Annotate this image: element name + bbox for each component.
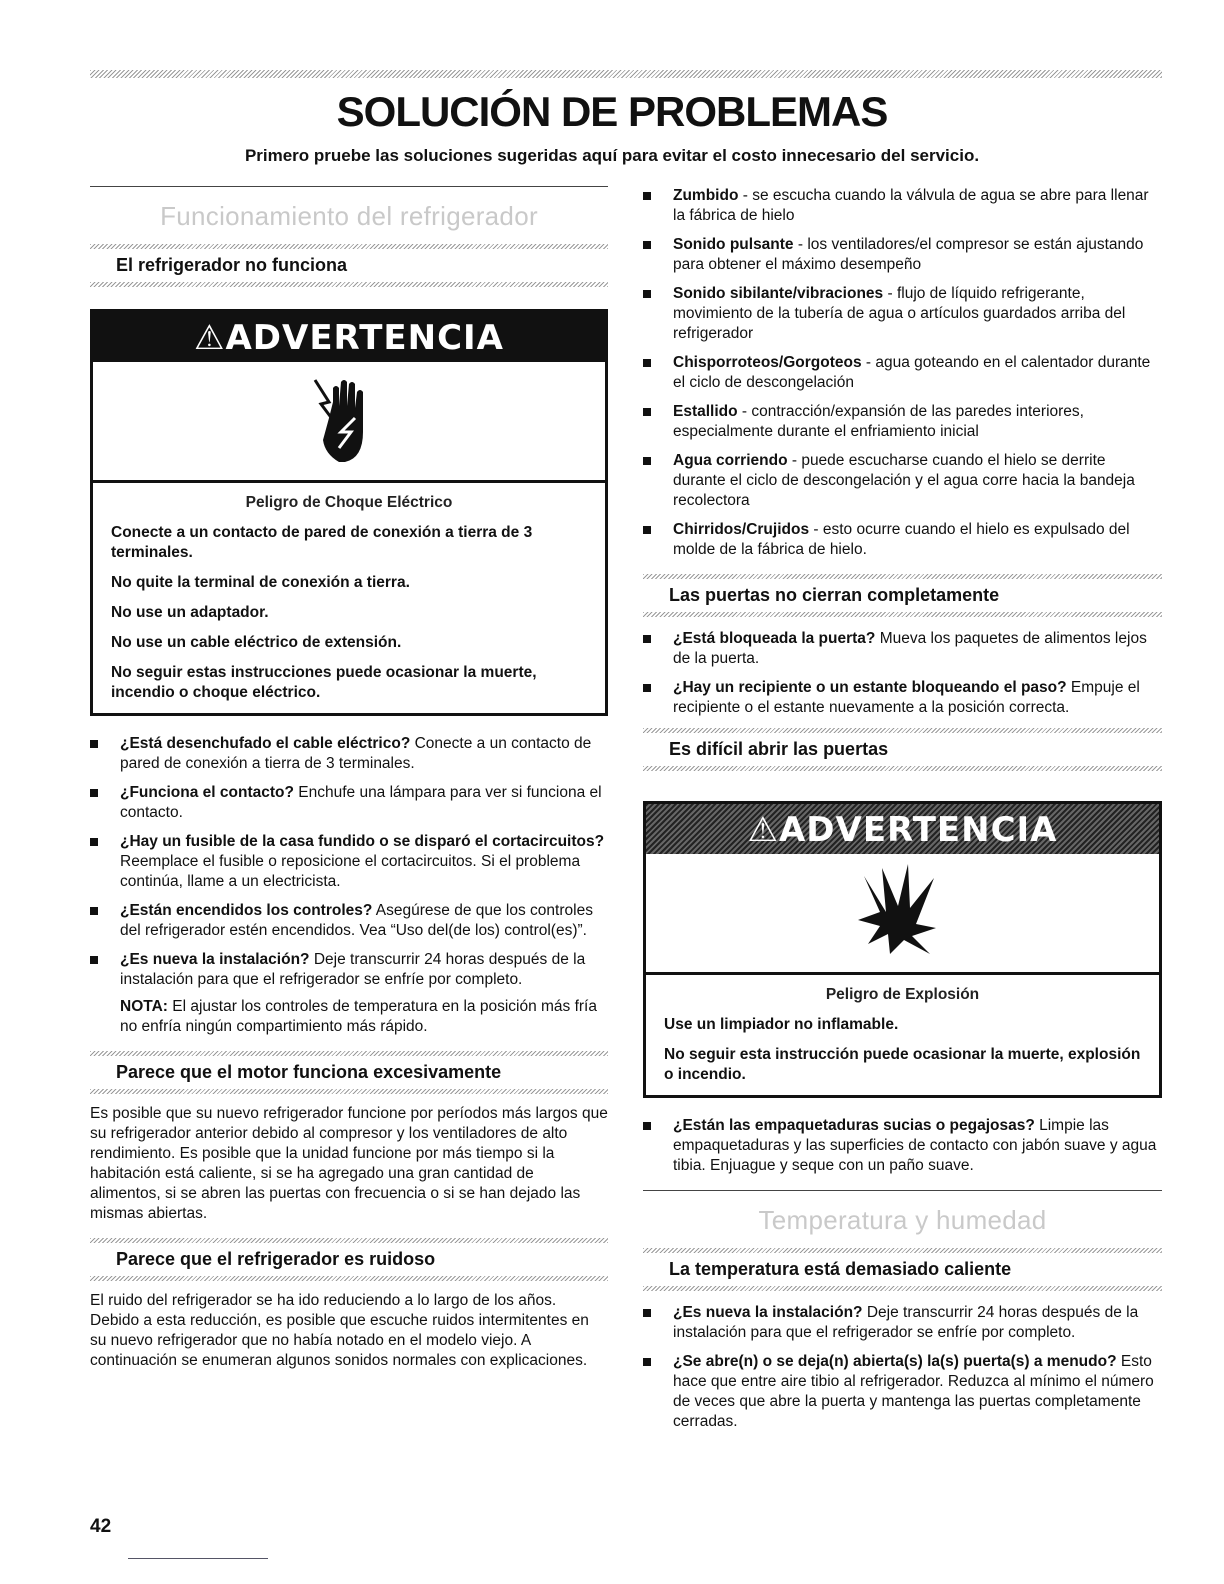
list-item: ¿Hay un recipiente o un estante bloqueando el paso? Empuje el recipiente o el estante nuevamente a la posición correcta. bbox=[643, 678, 1162, 718]
bottom-rule bbox=[128, 1558, 268, 1559]
note-paragraph: NOTA: El ajustar los controles de temperatura en la posición más fría no enfría ningún compartimiento más rápido. bbox=[120, 998, 597, 1035]
sounds-list bbox=[643, 186, 1162, 560]
list-item: Sonido sibilante/vibraciones - flujo de líquido refrigerante, movimiento de la tubería de agua o artículos guardados arriba del refrigerador bbox=[643, 284, 1162, 344]
page-subtitle: Primero pruebe las soluciones sugeridas aquí para evitar el costo innecesario del servicio. bbox=[244, 146, 980, 165]
warning-triangle-icon: ⚠ bbox=[193, 318, 226, 358]
section-rule bbox=[90, 186, 608, 187]
left-column bbox=[90, 186, 608, 1371]
checklist-doors-open bbox=[643, 1116, 1162, 1176]
section-title-operation: Funcionamiento del refrigerador bbox=[160, 201, 538, 231]
warning-body bbox=[646, 975, 1159, 1095]
subhead-not-working: El refrigerador no funciona bbox=[116, 255, 348, 275]
top-hatch-bar bbox=[90, 70, 1162, 78]
list-item: ¿Están encendidos los controles? Asegúrese de que los controles del refrigerador estén encendidos. Vea “Uso del(de los) control(es)”. bbox=[90, 901, 608, 941]
checklist-doors-close bbox=[643, 629, 1162, 718]
list-item: ¿Es nueva la instalación? Deje transcurrir 24 horas después de la instalación para que el refrigerador se enfríe por completo. bbox=[90, 950, 608, 990]
electric-shock-hand-icon bbox=[93, 362, 605, 483]
warning-line: No seguir estas instrucciones puede ocasionar la muerte, incendio o choque eléctrico. bbox=[111, 664, 537, 701]
list-item: Chirridos/Crujidos - esto ocurre cuando el hielo es expulsado del molde de la fábrica de hielo. bbox=[643, 520, 1162, 560]
subhead-doors-open: Es difícil abrir las puertas bbox=[669, 739, 889, 759]
hatch-divider bbox=[90, 282, 608, 287]
warning-box-explosion bbox=[643, 801, 1162, 1098]
warning-line: No use un cable eléctrico de extensión. bbox=[111, 634, 402, 651]
paragraph-noisy: El ruido del refrigerador se ha ido reduciendo a lo largo de los años. Debido a esta reducción, es posible que escuche ruidos intermitentes en su nuevo refrigerador que no había notado en el modelo viejo. A continuación se enumeran algunos sonidos normales con explicaciones. bbox=[90, 1292, 589, 1369]
warning-heading: ⚠ADVERTENCIA bbox=[646, 804, 1159, 854]
list-item: Sonido pulsante - los ventiladores/el compresor se están ajustando para obtener el máximo desempeño bbox=[643, 235, 1162, 275]
warning-box-shock bbox=[90, 309, 608, 716]
explosion-icon bbox=[646, 854, 1159, 975]
warning-line: No use un adaptador. bbox=[111, 604, 269, 621]
paragraph-motor: Es posible que su nuevo refrigerador funcione por períodos más largos que su refrigerador anterior debido al compresor y los ventiladores de alto rendimiento. Es posible que la unidad funcione por más tiempo si la habitación está caliente, si se ha agregado una gran cantidad de alimentos, si se abren las puertas con frecuencia o si se han dejado las mismas abiertas. bbox=[90, 1105, 608, 1222]
hatch-divider bbox=[90, 1089, 608, 1094]
list-item: ¿Es nueva la instalación? Deje transcurrir 24 horas después de la instalación para que el refrigerador se enfríe por completo. bbox=[643, 1303, 1162, 1343]
list-item: Estallido - contracción/expansión de las paredes interiores, especialmente durante el enfriamiento inicial bbox=[643, 402, 1162, 442]
hazard-label: Peligro de Explosión bbox=[825, 986, 980, 1003]
list-item: ¿Están las empaquetaduras sucias o pegajosas? Limpie las empaquetaduras y las superficies de contacto con jabón suave y agua tibia. Enjuague y seque con un paño suave. bbox=[643, 1116, 1162, 1176]
subhead-too-warm: La temperatura está demasiado caliente bbox=[669, 1259, 1012, 1279]
subhead-doors-close: Las puertas no cierran completamente bbox=[669, 585, 1000, 605]
warning-heading: ⚠ADVERTENCIA bbox=[93, 312, 605, 362]
list-item: Zumbido - se escucha cuando la válvula de agua se abre para llenar la fábrica de hielo bbox=[643, 186, 1162, 226]
subhead-motor: Parece que el motor funciona excesivamente bbox=[116, 1062, 502, 1082]
hatch-divider bbox=[643, 612, 1162, 617]
checklist-too-warm bbox=[643, 1303, 1162, 1432]
list-item: ¿Funciona el contacto? Enchufe una lámpara para ver si funciona el contacto. bbox=[90, 783, 608, 823]
list-item: ¿Está bloqueada la puerta? Mueva los paquetes de alimentos lejos de la puerta. bbox=[643, 629, 1162, 669]
warning-line: No quite la terminal de conexión a tierra. bbox=[111, 574, 410, 591]
list-item: ¿Hay un fusible de la casa fundido o se disparó el cortacircuitos? Reemplace el fusible o reposicione el cortacircuitos. Si el problema continúa, llame a un electricista. bbox=[90, 832, 608, 892]
page-number: 42 bbox=[90, 1516, 112, 1537]
hatch-divider bbox=[643, 766, 1162, 771]
hatch-divider bbox=[90, 1276, 608, 1281]
page-title: SOLUCIÓN DE PROBLEMAS bbox=[336, 88, 888, 135]
warning-line: Use un limpiador no inflamable. bbox=[664, 1016, 899, 1033]
subhead-noisy: Parece que el refrigerador es ruidoso bbox=[116, 1249, 436, 1269]
list-item: Agua corriendo - puede escucharse cuando el hielo se derrite durante el ciclo de descongelación y el agua corre hacia la bandeja recolectora bbox=[643, 451, 1162, 511]
section-title-temperature: Temperatura y humedad bbox=[758, 1205, 1047, 1235]
warning-triangle-icon: ⚠ bbox=[747, 810, 779, 850]
right-column bbox=[643, 186, 1162, 1441]
list-item: ¿Está desenchufado el cable eléctrico? Conecte a un contacto de pared de conexión a tierra de 3 terminales. bbox=[90, 734, 608, 774]
hatch-divider bbox=[643, 1286, 1162, 1291]
list-item: Chisporroteos/Gorgoteos - agua goteando en el calentador durante el ciclo de descongelación bbox=[643, 353, 1162, 393]
list-item: ¿Se abre(n) o se deja(n) abierta(s) la(s) puerta(s) a menudo? Esto hace que entre aire tibio al refrigerador. Reduzca al mínimo el número de veces que abre la puerta y mantenga las puertas completamente cerradas. bbox=[643, 1352, 1162, 1432]
section-rule bbox=[643, 1190, 1162, 1191]
warning-body bbox=[93, 483, 605, 713]
hazard-label: Peligro de Choque Eléctrico bbox=[245, 494, 453, 511]
warning-line: No seguir esta instrucción puede ocasionar la muerte, explosión o incendio. bbox=[664, 1046, 1141, 1083]
warning-line: Conecte a un contacto de pared de conexión a tierra de 3 terminales. bbox=[111, 524, 533, 561]
checklist-not-working bbox=[90, 734, 608, 990]
